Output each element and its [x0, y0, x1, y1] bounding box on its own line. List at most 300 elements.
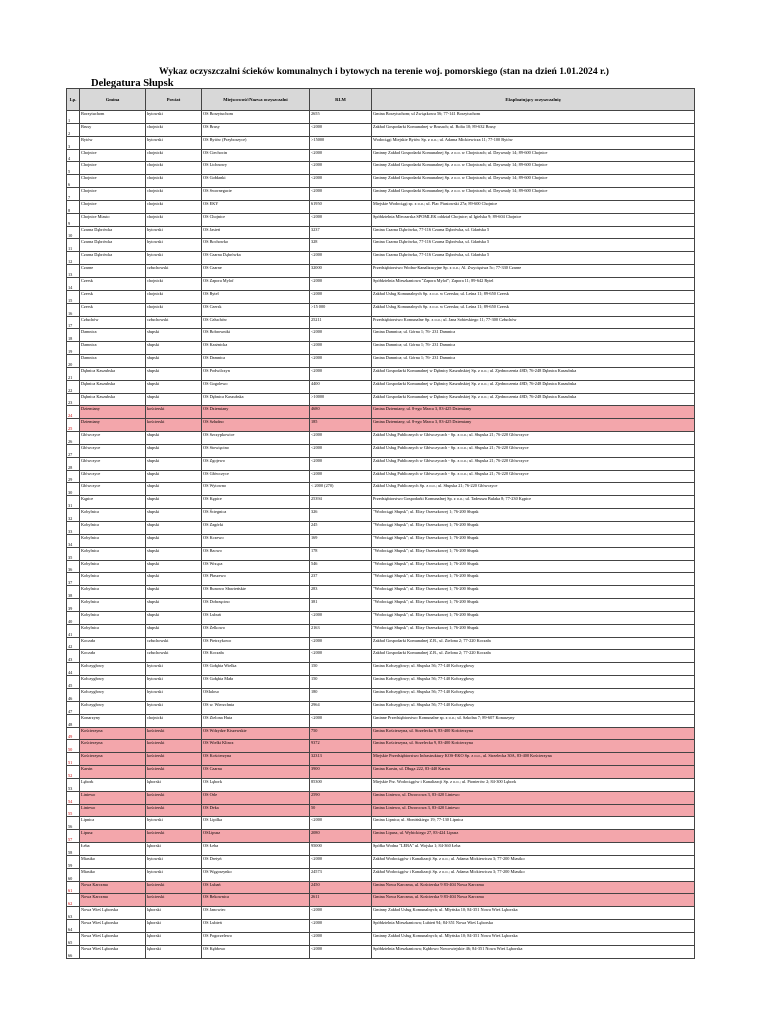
cell-eksploatujacy: Gmina Karsin, ul. Długa 222, 83-440 Karsin [372, 766, 695, 779]
cell-gmina: Nowa Wieś Lęborska [80, 907, 146, 920]
cell-eksploatujacy: Gmina Liniewo, ul. Dworcowa 3, 83-420 Liniewo [372, 804, 695, 817]
cell-rlm: 50 [310, 804, 372, 817]
cell-lp: 20 [67, 355, 80, 368]
cell-gmina: Borzytuchom [80, 111, 146, 124]
cell-rlm: <2000 [310, 444, 372, 457]
cell-miejscowosc: OS Gołdanki [202, 175, 310, 188]
cell-eksploatujacy: Gmina Lipusz, ul. Wybickiego 27, 83-424 Lipusz [372, 830, 695, 843]
cell-miejscowosc: OS Damnica [202, 355, 310, 368]
cell-gmina: Chojnice [80, 149, 146, 162]
cell-lp: 53 [67, 778, 80, 791]
cell-powiat: słupski [146, 470, 202, 483]
cell-powiat: słupski [146, 509, 202, 522]
table-row [67, 522, 695, 535]
cell-eksploatujacy: Zakład Gospodarki Komunalnej Z.B., ul. Zielona 2; 77-220 Koczała [372, 637, 695, 650]
cell-miejscowosc: OS Chojnice [202, 213, 310, 226]
cell-gmina: Kościerzyna [80, 740, 146, 753]
cell-miejscowosc: OSLipusz [202, 830, 310, 843]
header-lp: Lp. [67, 89, 80, 111]
cell-lp: 49 [67, 727, 80, 740]
cell-powiat: człuchowski [146, 637, 202, 650]
cell-miejscowosc: OS Lubuń [202, 611, 310, 624]
cell-miejscowosc: OS Janowiec [202, 907, 310, 920]
cell-rlm: 3900 [310, 766, 372, 779]
cell-eksploatujacy: Gmina Czarna Dąbrówka, 77-116 Czarna Dąbrówka, ul. Gdańska 5 [372, 226, 695, 239]
cell-eksploatujacy: Gmina Kołczygłowy; ul. Słupska 56; 77-140 Kołczygłowy [372, 663, 695, 676]
cell-lp: 38 [67, 586, 80, 599]
cell-rlm: <2000 [310, 933, 372, 946]
cell-powiat: słupski [146, 611, 202, 624]
cell-rlm: 237 [310, 573, 372, 586]
cell-powiat: słupski [146, 624, 202, 637]
cell-rlm: < 2000 (270) [310, 483, 372, 496]
cell-eksploatujacy: Spółdzielnia Mieszkaniowa; Kębłowo Nowowiejskie 46; 84-351 Nowa Wieś Lęborska [372, 945, 695, 958]
cell-rlm: <2000 [310, 457, 372, 470]
cell-powiat: słupski [146, 522, 202, 535]
table-row [67, 457, 695, 470]
cell-lp: 55 [67, 804, 80, 817]
cell-rlm: <2000 [310, 714, 372, 727]
cell-gmina: Główczyce [80, 483, 146, 496]
table-row [67, 637, 695, 650]
cell-miejscowosc: OS Stowięcino [202, 444, 310, 457]
cell-lp: 9 [67, 213, 80, 226]
table-row [67, 188, 695, 201]
cell-eksploatujacy: Gmina Kościerzyna, ul. Strzelecka 9, 83-400 Kościerzyna [372, 740, 695, 753]
cell-miejscowosc: OS Bytów (Przyborzyce) [202, 136, 310, 149]
cell-lp: 11 [67, 239, 80, 252]
cell-gmina: Nowa Wieś Lęborska [80, 933, 146, 946]
cell-rlm: 4400 [310, 380, 372, 393]
cell-powiat: bytowski [146, 252, 202, 265]
cell-lp: 5 [67, 162, 80, 175]
cell-rlm: >15000 [310, 136, 372, 149]
table-row [67, 380, 695, 393]
cell-miejscowosc: OS Węgorzynko [202, 868, 310, 881]
cell-powiat: kościerski [146, 804, 202, 817]
cell-eksploatujacy: Miejskie Wodociągi sp. z o.o.; ul. Plac Piastowski 27a; 89-600 Chojnice [372, 200, 695, 213]
cell-eksploatujacy: "Wodociągi Słupsk"; ul. Elizy Orzeszkowej 1; 76-200 Słupsk [372, 599, 695, 612]
cell-eksploatujacy: Gminny Zakład Usług Komunalnych; ul. Młyńska 10; 84-351 Nowa Wieś Lęborska [372, 907, 695, 920]
table-row [67, 714, 695, 727]
cell-lp: 23 [67, 393, 80, 406]
cell-lp: 65 [67, 933, 80, 946]
cell-eksploatujacy: Zakład Usług Publicznych w Główczycach - Sp. z o.o.; ul. Słupska 21; 76-220 Główczyce [372, 470, 695, 483]
cell-lp: 26 [67, 432, 80, 445]
cell-eksploatujacy: Gminny Zakład Usług Komunalnych; ul. Młyńska 10; 84-351 Nowa Wieś Lęborska [372, 933, 695, 946]
cell-lp: 19 [67, 342, 80, 355]
cell-gmina: Kobylnica [80, 624, 146, 637]
cell-rlm: <2000 [310, 149, 372, 162]
cell-lp: 30 [67, 483, 80, 496]
cell-miejscowosc: OS Kębłowo [202, 945, 310, 958]
cell-eksploatujacy: Zakład Usług Komunalnych Sp. z o.o. w Czersku; ul. Leśna 11; 89-650 Czersk [372, 303, 695, 316]
cell-powiat: lęborski [146, 920, 202, 933]
cell-miejscowosc: OS Bobrowniki [202, 329, 310, 342]
cell-powiat: człuchowski [146, 265, 202, 278]
cell-lp: 41 [67, 624, 80, 637]
cell-powiat: kościerski [146, 791, 202, 804]
cell-eksploatujacy: Gmina Damnica; ul. Górna 1; 76- 231 Damnica [372, 342, 695, 355]
cell-rlm: 25211 [310, 316, 372, 329]
cell-gmina: Kołczygłowy [80, 701, 146, 714]
cell-rlm: <2000 [310, 907, 372, 920]
cell-miejscowosc: OS Główczyce [202, 470, 310, 483]
cell-lp: 32 [67, 509, 80, 522]
cell-eksploatujacy: Gmina Nowa Karczma, ul. Kościerska 9 83-404 Nowa Karczma [372, 894, 695, 907]
cell-eksploatujacy: Gmina Kołczygłowy; ul. Słupska 56; 77-140 Kołczygłowy [372, 701, 695, 714]
cell-rlm: 2163 [310, 624, 372, 637]
cell-rlm: <2000 [310, 123, 372, 136]
table-row [67, 611, 695, 624]
cell-eksploatujacy: Gmina Kołczygłowy; ul. Słupska 56; 77-140 Kołczygłowy [372, 676, 695, 689]
cell-powiat: słupski [146, 432, 202, 445]
cell-miejscowosc: OS Lipilka [202, 817, 310, 830]
cell-eksploatujacy: Spółdzielnia Mleczarska SPOMLEK oddział Chojnice; ul Igielska 9; 89-604 Chojnice [372, 213, 695, 226]
cell-powiat: kościerski [146, 881, 202, 894]
cell-eksploatujacy: Gmina Kołczygłowy; ul. Słupska 56; 77-140 Kołczygłowy [372, 688, 695, 701]
cell-gmina: Nowa Karczma [80, 894, 146, 907]
table-row [67, 547, 695, 560]
cell-eksploatujacy: "Wodociągi Słupsk"; ul. Elizy Orzeszkowej 1; 76-200 Słupsk [372, 573, 695, 586]
cell-gmina: Dziemiany [80, 419, 146, 432]
table-row [67, 496, 695, 509]
table-row [67, 573, 695, 586]
cell-gmina: Kobylnica [80, 599, 146, 612]
cell-lp: 48 [67, 714, 80, 727]
cell-gmina: Damnica [80, 342, 146, 355]
cell-powiat: słupski [146, 342, 202, 355]
cell-gmina: Miastko [80, 855, 146, 868]
table-row [67, 355, 695, 368]
cell-rlm: <2000 [310, 290, 372, 303]
cell-eksploatujacy: "Wodociągi Słupsk"; ul. Elizy Orzeszkowej 1; 76-200 Słupsk [372, 509, 695, 522]
cell-lp: 37 [67, 573, 80, 586]
cell-miejscowosc: OS Gogolewo [202, 380, 310, 393]
cell-eksploatujacy: Zakład Gospodarki Komunalnej w Dębnicy Kaszubskiej Sp. z o.o.; ul. Zjednoczenia 48D; 76-248 Dębnica Kaszubska [372, 380, 695, 393]
cell-eksploatujacy: Zakład Gospodarki Komunalnej w Dębnicy Kaszubskiej Sp. z o.o.; ul. Zjednoczenia 48D; 76-248 Dębnica Kaszubska [372, 367, 695, 380]
cell-rlm: 245 [310, 522, 372, 535]
cell-powiat: kościerski [146, 419, 202, 432]
cell-lp: 62 [67, 894, 80, 907]
cell-lp: 58 [67, 843, 80, 856]
cell-miejscowosc: OS Gołębia Mała [202, 676, 310, 689]
cell-lp: 34 [67, 534, 80, 547]
cell-rlm: 169 [310, 534, 372, 547]
cell-gmina: Chojnice [80, 162, 146, 175]
cell-rlm: <2000 [310, 342, 372, 355]
cell-lp: 28 [67, 457, 80, 470]
cell-eksploatujacy: Spółdzielnia Mieszkaniowa "Zapora Mylof"; Zapora 11; 89-642 Rytel [372, 277, 695, 290]
cell-miejscowosc: OS Dretyń [202, 855, 310, 868]
cell-powiat: chojnicki [146, 213, 202, 226]
cell-lp: 36 [67, 560, 80, 573]
cell-miejscowosc: OS Dziemiany [202, 406, 310, 419]
table-row [67, 303, 695, 316]
cell-powiat: bytowski [146, 226, 202, 239]
cell-miejscowosc: OS Zagórki [202, 522, 310, 535]
header-eksploatujacy: Eksploatujący oczyszczalnię [372, 89, 695, 111]
header-powiat: Powiat [146, 89, 202, 111]
cell-miejscowosc: OS Rekownica [202, 894, 310, 907]
cell-miejscowosc: OS Zgojewo [202, 457, 310, 470]
cell-miejscowosc: OS Ściegnica [202, 509, 310, 522]
cell-gmina: Czarna Dąbrówka [80, 252, 146, 265]
cell-gmina: Dziemiany [80, 406, 146, 419]
cell-gmina: Kołczygłowy [80, 688, 146, 701]
cell-miejscowosc: OS Brusy [202, 123, 310, 136]
cell-gmina: Czersk [80, 277, 146, 290]
cell-lp: 43 [67, 650, 80, 663]
cell-rlm: <2000 [310, 277, 372, 290]
wastewater-plants-table [66, 88, 695, 959]
cell-lp: 14 [67, 277, 80, 290]
table-row [67, 624, 695, 637]
cell-lp: 10 [67, 226, 80, 239]
cell-lp: 47 [67, 701, 80, 714]
cell-rlm: 3237 [310, 226, 372, 239]
cell-powiat: bytowski [146, 239, 202, 252]
table-row [67, 329, 695, 342]
cell-powiat: bytowski [146, 676, 202, 689]
table-row [67, 907, 695, 920]
cell-rlm: <2000 [310, 920, 372, 933]
cell-lp: 15 [67, 290, 80, 303]
table-row [67, 843, 695, 856]
cell-eksploatujacy: Gminny Zakład Gospodarki Komunalnej Sp. z o.o. w Chojnicach; ul. Dzywnaly 14; 89-600 Chojnice [372, 175, 695, 188]
cell-rlm: 9372 [310, 740, 372, 753]
cell-lp: 24 [67, 406, 80, 419]
cell-gmina: Człuchów [80, 316, 146, 329]
cell-rlm: 4680 [310, 406, 372, 419]
table-row [67, 123, 695, 136]
cell-rlm: 61950 [310, 200, 372, 213]
cell-miejscowosc: OS Lubień [202, 920, 310, 933]
cell-rlm: <2000 [310, 188, 372, 201]
table-row [67, 753, 695, 766]
cell-gmina: Lębork [80, 778, 146, 791]
cell-powiat: słupski [146, 367, 202, 380]
cell-powiat: człuchowski [146, 650, 202, 663]
cell-powiat: słupski [146, 573, 202, 586]
cell-lp: 52 [67, 766, 80, 779]
cell-lp: 45 [67, 676, 80, 689]
cell-lp: 61 [67, 881, 80, 894]
cell-miejscowosc: OS Czarne [202, 265, 310, 278]
cell-powiat: słupski [146, 393, 202, 406]
cell-gmina: Lipnica [80, 817, 146, 830]
cell-lp: 35 [67, 547, 80, 560]
table-row [67, 483, 695, 496]
cell-lp: 27 [67, 444, 80, 457]
cell-powiat: lęborski [146, 945, 202, 958]
table-row [67, 277, 695, 290]
cell-lp: 21 [67, 367, 80, 380]
table-row [67, 175, 695, 188]
cell-miejscowosc: OS Człuchów [202, 316, 310, 329]
cell-eksploatujacy: Gminny Zakład Gospodarki Komunalnej Sp. z o.o. w Chojnicach; ul. Dzywnaly 14; 89-600 Chojnice [372, 162, 695, 175]
cell-miejscowosc: OS Bzowo [202, 547, 310, 560]
table-row [67, 791, 695, 804]
table-row [67, 650, 695, 663]
document-title: Wykaz oczyszczalni ścieków komunalnych i bytowych na terenie woj. pomorskiego (stan na dzień 1.01.2024 r.) [158, 66, 609, 77]
document-subtitle: Delegatura Słupsk [91, 78, 174, 89]
cell-rlm: <2000 [310, 817, 372, 830]
cell-eksploatujacy: Wodociągi Miejskie Bytów Sp. z o.o.; ul. Adama Mickiewicza 11; 77-100 Bytów [372, 136, 695, 149]
table-row [67, 933, 695, 946]
cell-gmina: Czarne [80, 265, 146, 278]
cell-gmina: Liniewo [80, 804, 146, 817]
cell-lp: 40 [67, 611, 80, 624]
cell-rlm: 2964 [310, 701, 372, 714]
cell-lp: 2 [67, 123, 80, 136]
cell-miejscowosc: OS Wytowno [202, 483, 310, 496]
table-row [67, 599, 695, 612]
cell-rlm: <2000 [310, 945, 372, 958]
cell-gmina: Damnica [80, 355, 146, 368]
cell-powiat: kościerski [146, 766, 202, 779]
cell-rlm: 95000 [310, 843, 372, 856]
cell-lp: 66 [67, 945, 80, 958]
cell-miejscowosc: OS Deka [202, 804, 310, 817]
cell-gmina: Główczyce [80, 432, 146, 445]
cell-powiat: lęborski [146, 778, 202, 791]
cell-rlm: 180 [310, 688, 372, 701]
table-row [67, 509, 695, 522]
cell-powiat: chojnicki [146, 714, 202, 727]
cell-miejscowosc: OS Kościerzyna [202, 753, 310, 766]
cell-powiat: słupski [146, 599, 202, 612]
table-row [67, 290, 695, 303]
cell-rlm: >10000 [310, 393, 372, 406]
cell-miejscowosc: OS Jasień [202, 226, 310, 239]
cell-eksploatujacy: Zakład Wodociągów i Kanalizacji Sp. z o.o.; ul. Adama Mickiewicza 3; 77-200 Miastko [372, 855, 695, 868]
cell-rlm: 750 [310, 727, 372, 740]
cell-rlm: <2000 [310, 650, 372, 663]
cell-miejscowosc: OS Płaszewo [202, 573, 310, 586]
cell-gmina: Kołczygłowy [80, 676, 146, 689]
cell-rlm: <2000 [310, 329, 372, 342]
table-row [67, 342, 695, 355]
cell-lp: 56 [67, 817, 80, 830]
cell-eksploatujacy: Zakład Usług Publicznych Sp. z o.o.; ul. Słupska 21; 76-220 Główczyce [372, 483, 695, 496]
cell-gmina: Kobylnica [80, 509, 146, 522]
cell-gmina: Chojnice [80, 200, 146, 213]
table-row [67, 265, 695, 278]
cell-eksploatujacy: Gmina Borzytuchom; ul Związkowa 56; 77-141 Borzytuchom [372, 111, 695, 124]
cell-eksploatujacy: Gmina Damnica; ul. Górna 1; 76- 231 Damnica [372, 355, 695, 368]
cell-gmina: Chojnice [80, 175, 146, 188]
cell-miejscowosc: OS Dębnica Kaszubska [202, 393, 310, 406]
cell-eksploatujacy: Gmina Czarna Dąbrówka, 77-116 Czarna Dąbrówka, ul. Gdańska 5 [372, 239, 695, 252]
cell-gmina: Dębnica Kaszubska [80, 393, 146, 406]
cell-rlm: 283 [310, 586, 372, 599]
table-row [67, 766, 695, 779]
cell-rlm: 546 [310, 560, 372, 573]
cell-powiat: kościerski [146, 753, 202, 766]
cell-powiat: bytowski [146, 136, 202, 149]
cell-miejscowosc: OS Zapora Mylof [202, 277, 310, 290]
cell-lp: 46 [67, 688, 80, 701]
cell-rlm: 2655 [310, 111, 372, 124]
cell-eksploatujacy: "Wodociągi Słupsk"; ul. Elizy Orzeszkowej 1; 76-200 Słupsk [372, 560, 695, 573]
cell-eksploatujacy: "Wodociągi Słupsk"; ul. Elizy Orzeszkowej 1; 76-200 Słupsk [372, 534, 695, 547]
cell-miejscowosc: OS Karżnicka [202, 342, 310, 355]
cell-gmina: Nowa Karczma [80, 881, 146, 894]
cell-miejscowosc: OS Łeba [202, 843, 310, 856]
cell-gmina: Nowa Wieś Lęborska [80, 920, 146, 933]
table-row [67, 855, 695, 868]
cell-lp: 60 [67, 868, 80, 881]
cell-gmina: Główczyce [80, 444, 146, 457]
cell-powiat: bytowski [146, 663, 202, 676]
cell-powiat: lęborski [146, 843, 202, 856]
cell-gmina: Czarna Dąbrówka [80, 226, 146, 239]
cell-powiat: lęborski [146, 907, 202, 920]
cell-powiat: słupski [146, 496, 202, 509]
cell-powiat: słupski [146, 534, 202, 547]
cell-lp: 57 [67, 830, 80, 843]
cell-eksploatujacy: Przedsiębiorstwo Komunalne Sp. z o.o.; ul. Jana Sobieskiego 11; 77-300 Człuchów [372, 316, 695, 329]
cell-powiat: chojnicki [146, 149, 202, 162]
cell-powiat: bytowski [146, 817, 202, 830]
cell-powiat: chojnicki [146, 188, 202, 201]
cell-eksploatujacy: Gmina Liniewo, ul. Dworcowa 3, 83-420 Liniewo [372, 791, 695, 804]
table-row [67, 419, 695, 432]
cell-miejscowosc: OS Czersk [202, 303, 310, 316]
cell-rlm: <2000 [310, 355, 372, 368]
table-row [67, 111, 695, 124]
cell-gmina: Kobylnica [80, 573, 146, 586]
cell-gmina: Łeba [80, 843, 146, 856]
cell-gmina: Lipusz [80, 830, 146, 843]
cell-powiat: słupski [146, 329, 202, 342]
cell-eksploatujacy: Gmina Dziemiany, ul. 8-ego Marca 3, 83-425 Dziemiany [372, 406, 695, 419]
cell-miejscowosc: OS Lichnowy [202, 162, 310, 175]
cell-eksploatujacy: Gmina Dziemiany, ul. 8-ego Marca 3, 83-425 Dziemiany [372, 419, 695, 432]
table-row [67, 778, 695, 791]
cell-gmina: Kościerzyna [80, 753, 146, 766]
cell-gmina: Kościerzyna [80, 727, 146, 740]
cell-miejscowosc: OS Wrząca [202, 560, 310, 573]
cell-gmina: Chojnice [80, 188, 146, 201]
table-row [67, 894, 695, 907]
table-row [67, 881, 695, 894]
cell-eksploatujacy: Zakład Gospodarki Komunalnej w Dębnicy Kaszubskiej Sp. z o.o.; ul. Zjednoczenia 48D; 76-248 Dębnica Kaszubska [372, 393, 695, 406]
cell-gmina: Główczyce [80, 470, 146, 483]
table-row [67, 701, 695, 714]
cell-lp: 50 [67, 740, 80, 753]
cell-rlm: <2000 [310, 252, 372, 265]
cell-powiat: słupski [146, 444, 202, 457]
cell-powiat: lęborski [146, 933, 202, 946]
cell-gmina: Kobylnica [80, 560, 146, 573]
table-row [67, 470, 695, 483]
cell-powiat: kościerski [146, 894, 202, 907]
table-row [67, 560, 695, 573]
table-row [67, 868, 695, 881]
cell-powiat: bytowski [146, 111, 202, 124]
cell-rlm: <2000 [310, 175, 372, 188]
cell-powiat: chojnicki [146, 175, 202, 188]
cell-gmina: Karsin [80, 766, 146, 779]
table-row [67, 740, 695, 753]
cell-powiat: bytowski [146, 855, 202, 868]
cell-eksploatujacy: "Wodociągi Słupsk"; ul. Elizy Orzeszkowej 1; 76-200 Słupsk [372, 611, 695, 624]
cell-gmina: Dębnica Kaszubska [80, 380, 146, 393]
cell-powiat: słupski [146, 560, 202, 573]
cell-lp: 8 [67, 200, 80, 213]
